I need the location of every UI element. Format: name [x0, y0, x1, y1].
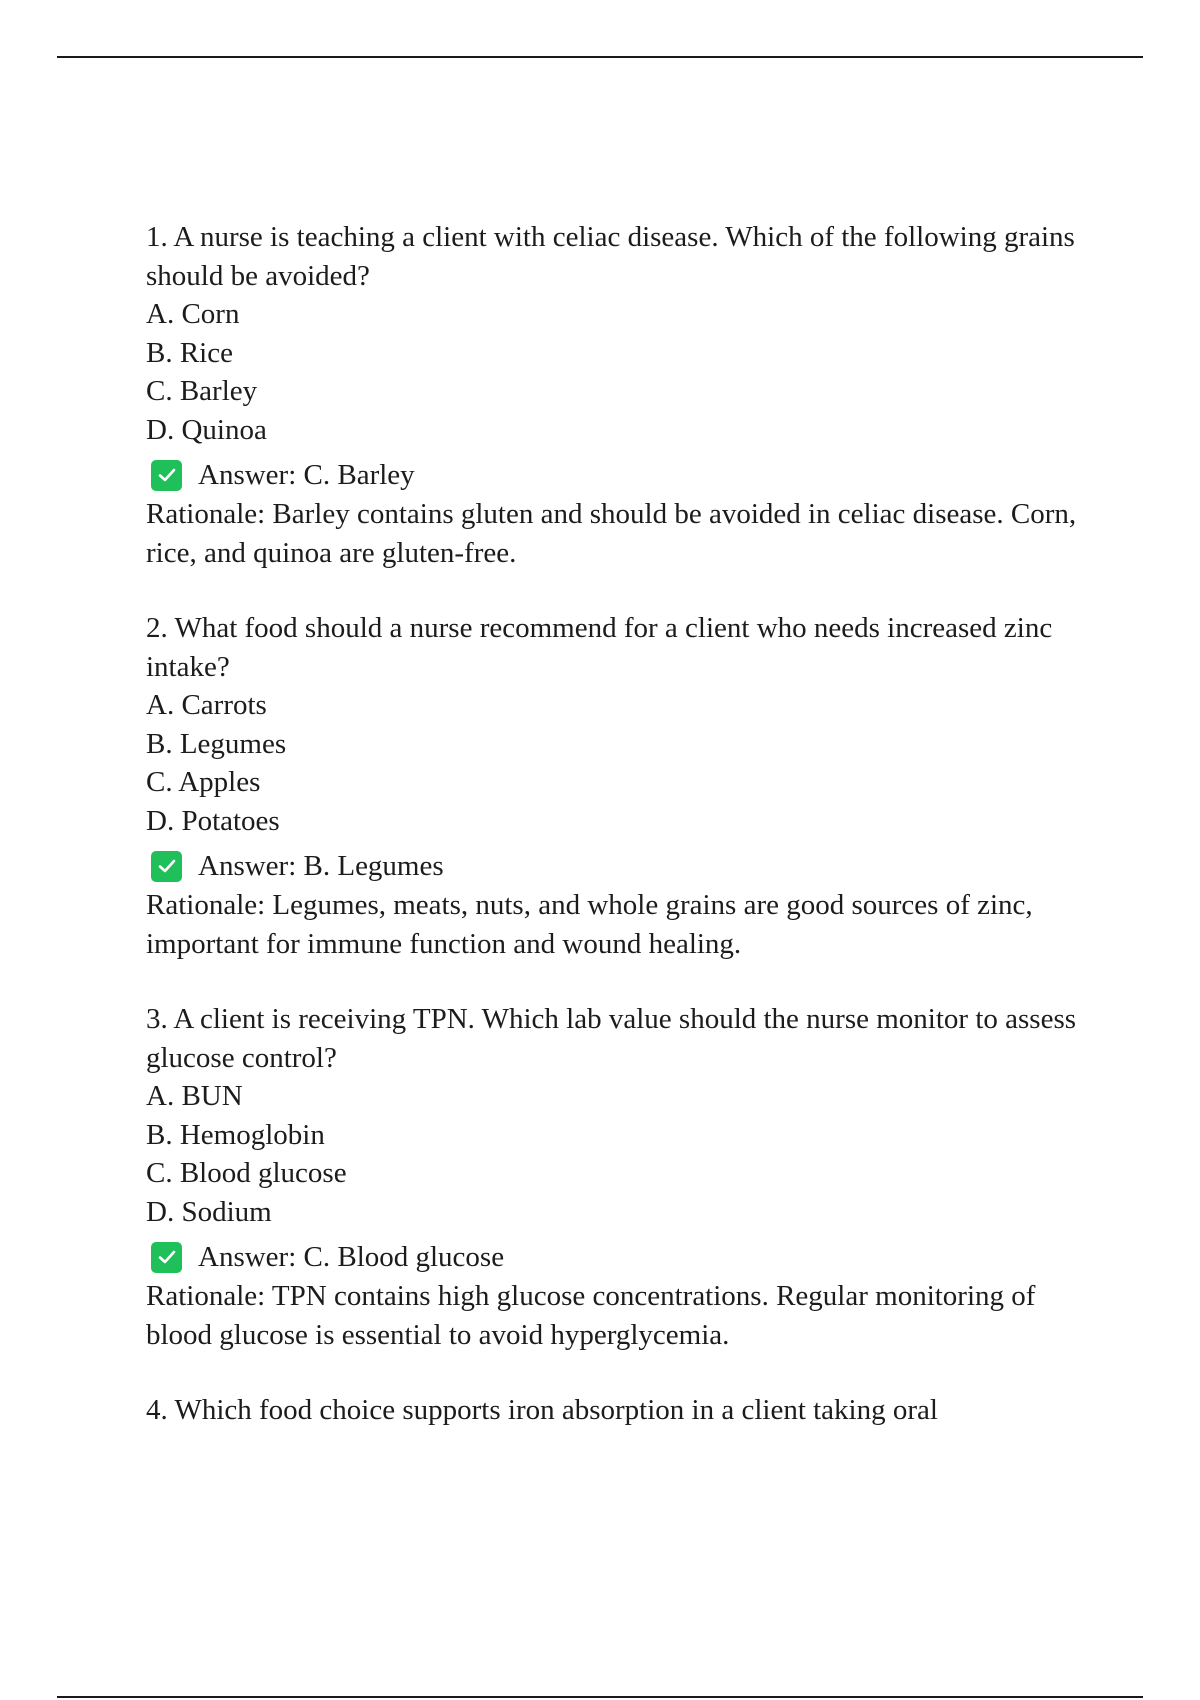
option-item: A. BUN: [146, 1080, 243, 1112]
option-item: D. Sodium: [146, 1195, 272, 1228]
options-list: [146, 1077, 1096, 1231]
option-item: C. Apples: [146, 766, 261, 798]
check-mark-icon: [151, 1242, 182, 1273]
rationale-text: Rationale: Legumes, meats, nuts, and whole grains are good sources of zinc, important for immune function and wound healing.: [146, 889, 1033, 960]
question-block: [146, 218, 1096, 572]
answer-row: [146, 846, 1096, 886]
answer-text: Answer: B. Legumes: [198, 849, 444, 882]
option-item: D. Potatoes: [146, 804, 280, 837]
check-mark-icon: [151, 460, 182, 491]
rationale-text: Rationale: TPN contains high glucose concentrations. Regular monitoring of blood glucose is essential to avoid hyperglycemia.: [146, 1280, 1036, 1351]
answer-row: [146, 455, 1096, 495]
option-item: A. Carrots: [146, 689, 267, 721]
option-item: A. Corn: [146, 298, 240, 330]
document-body: [146, 218, 1096, 1467]
question-stem: 4. Which food choice supports iron absorption in a client taking oral: [146, 1394, 938, 1426]
footer-rule: [57, 1696, 1143, 1698]
option-item: B. Rice: [146, 336, 233, 369]
answer-text: Answer: C. Blood glucose: [198, 1240, 505, 1273]
answer-text: Answer: C. Barley: [198, 458, 415, 491]
answer-row: [146, 1237, 1096, 1277]
option-item: C. Barley: [146, 375, 258, 407]
rationale-text: Rationale: Barley contains gluten and should be avoided in celiac disease. Corn, rice, and quinoa are gluten-free.: [146, 498, 1077, 569]
question-block: [146, 1391, 1096, 1430]
option-item: C. Blood glucose: [146, 1157, 347, 1189]
question-stem: 3. A client is receiving TPN. Which lab value should the nurse monitor to assess glucose control?: [146, 1003, 1077, 1074]
question-block: [146, 609, 1096, 963]
option-item: B. Legumes: [146, 727, 287, 760]
options-list: [146, 686, 1096, 840]
check-mark-icon: [151, 851, 182, 882]
question-stem: 2. What food should a nurse recommend for a client who needs increased zinc intake?: [146, 612, 1053, 683]
header-rule: [57, 56, 1143, 58]
options-list: [146, 295, 1096, 449]
option-item: B. Hemoglobin: [146, 1118, 325, 1151]
question-stem: 1. A nurse is teaching a client with celiac disease. Which of the following grains should be avoided?: [146, 221, 1075, 292]
option-item: D. Quinoa: [146, 413, 267, 446]
question-block: [146, 1000, 1096, 1354]
